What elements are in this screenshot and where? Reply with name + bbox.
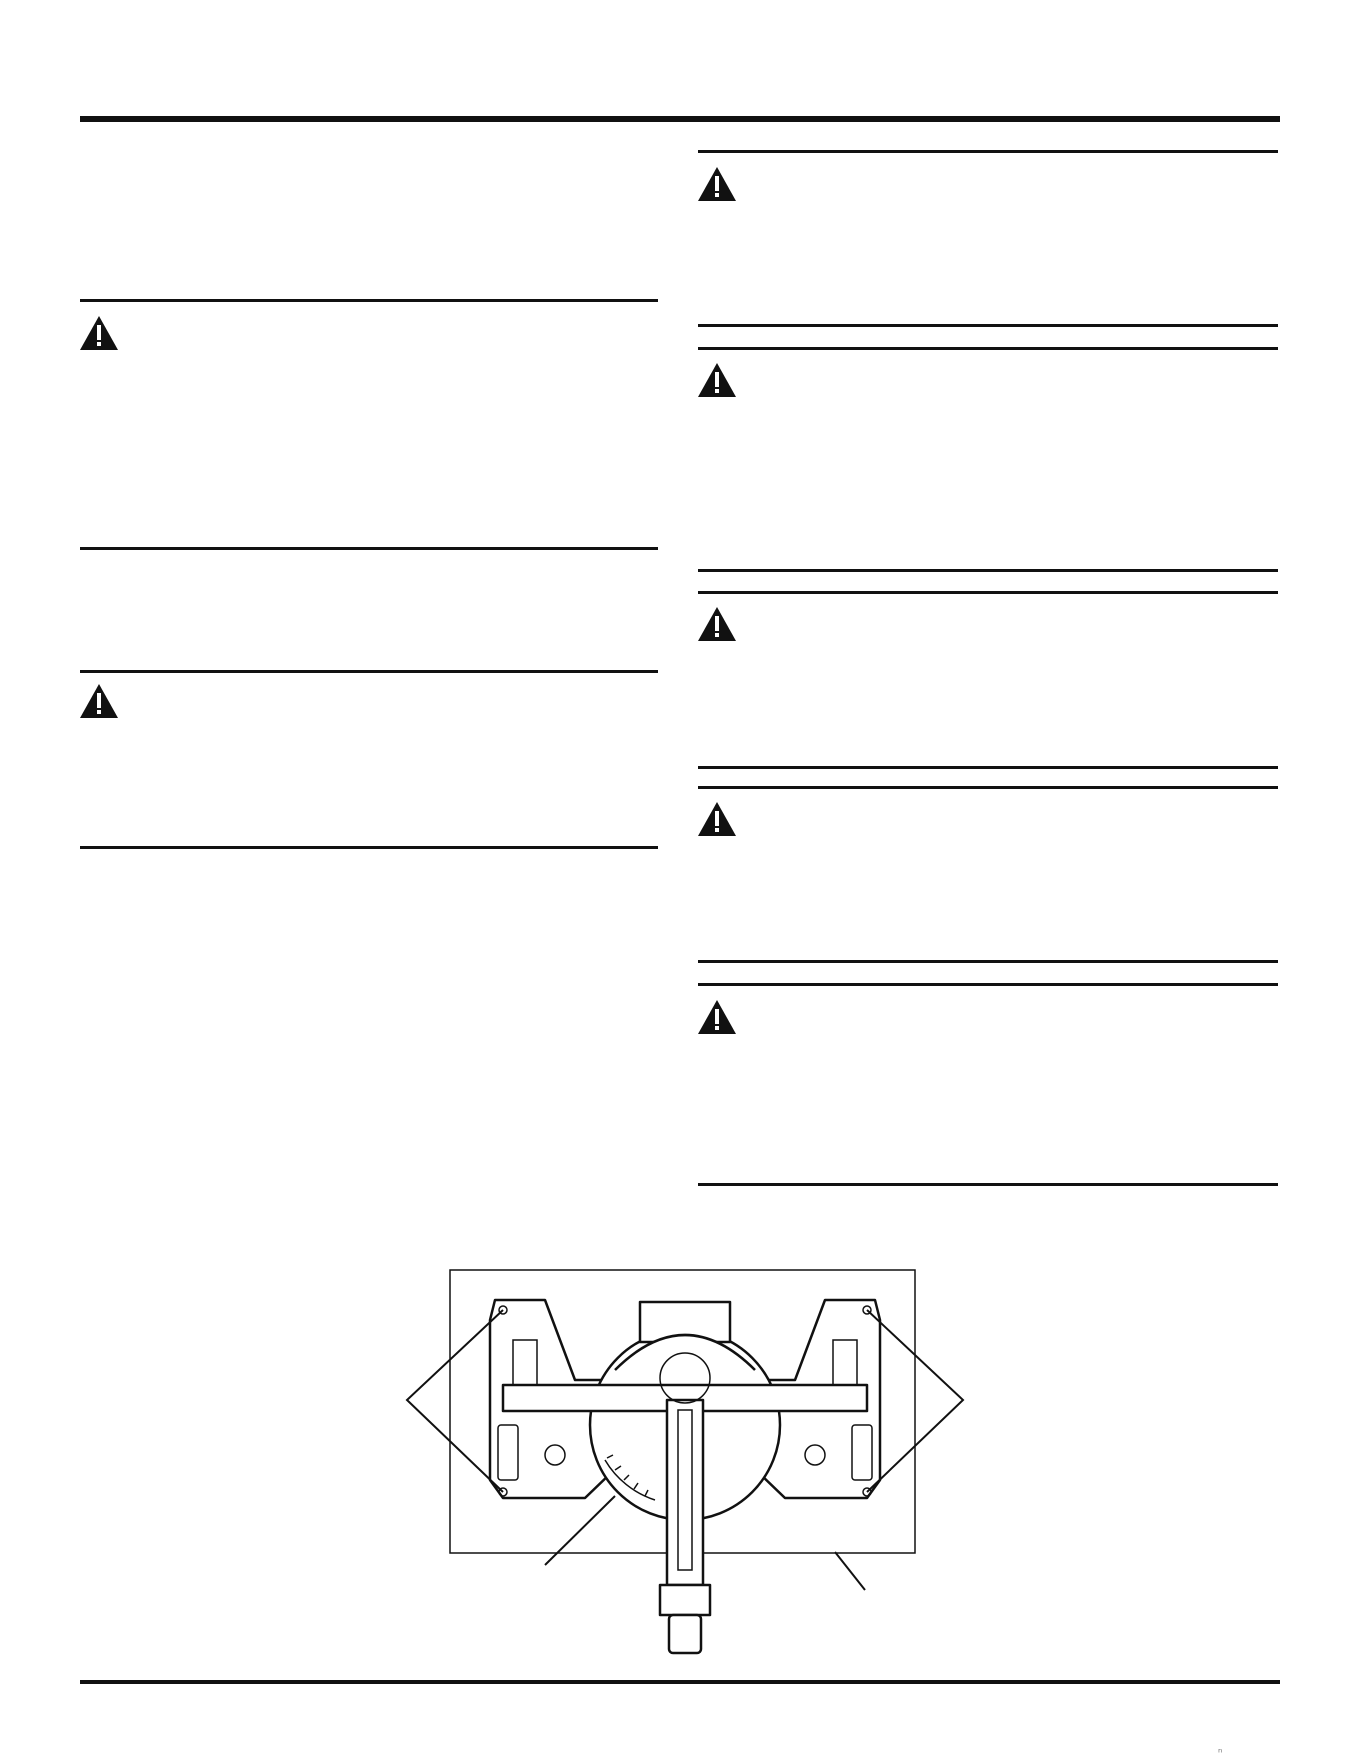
warning-triangle-icon (696, 605, 738, 643)
callout-work-surface (835, 1552, 865, 1590)
warning-bottom-rule (698, 569, 1278, 572)
header-rule (80, 116, 1280, 122)
footer-rule (80, 1680, 1280, 1684)
warning-bottom-rule (698, 324, 1278, 327)
warning-bottom-rule (80, 547, 658, 550)
warning-bottom-rule (698, 1183, 1278, 1186)
warning-triangle-icon (696, 800, 738, 838)
footer-mark: ⁿ (1218, 1746, 1223, 1759)
warning-triangle-icon (78, 314, 120, 352)
warning-triangle-icon (696, 165, 738, 203)
warning-top-rule (698, 150, 1278, 153)
warning-bottom-rule (698, 960, 1278, 963)
warning-top-rule (698, 347, 1278, 350)
warning-top-rule (698, 786, 1278, 789)
callout-miter-scale (545, 1496, 615, 1565)
warning-bottom-rule (698, 766, 1278, 769)
miter-saw-figure (395, 1260, 975, 1660)
warning-triangle-icon (696, 998, 738, 1036)
warning-bottom-rule (80, 846, 658, 849)
warning-top-rule (80, 670, 658, 673)
warning-top-rule (698, 983, 1278, 986)
warning-top-rule (698, 591, 1278, 594)
callout-left (407, 1310, 503, 1492)
warning-triangle-icon (78, 682, 120, 720)
warning-triangle-icon (696, 361, 738, 399)
warning-top-rule (80, 299, 658, 302)
